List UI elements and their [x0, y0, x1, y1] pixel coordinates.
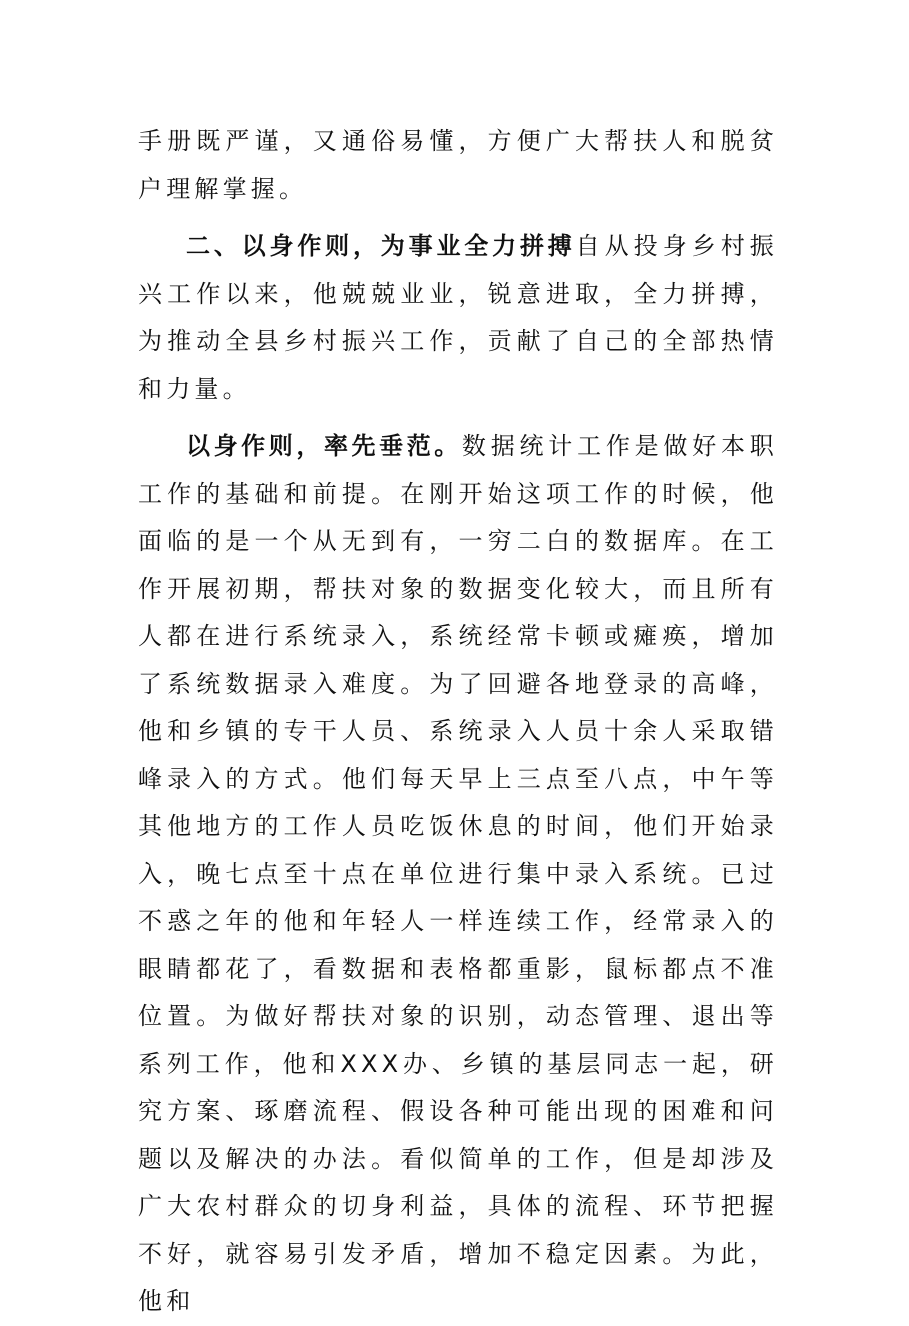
subsection-heading: 以身作则，率先垂范。	[186, 432, 462, 460]
document-body	[138, 118, 778, 1326]
paragraph-text: 手册既严谨，又通俗易懂，方便广大帮扶人和脱贫户理解掌握。	[138, 127, 778, 203]
paragraph-text: 自从投身乡村振兴工作以来，他兢兢业业，锐意进取，全力拼搏，为推动全县乡村振兴工作，贡献了自己的全部热情和力量。	[138, 232, 779, 403]
paragraph-text: 数据统计工作是做好本职工作的基础和前提。在刚开始这项工作的时候，他面临的是一个从无到有，一穷二白的数据库。在工作开展初期，帮扶对象的数据变化较大，而且所有人都在进行系统录入，系统经常卡顿或瘫痪，增加了系统数据录入难度。为了回避各地登录的高峰，他和乡镇的专干人员、系统录入人员十余人采取错峰录入的方式。他们每天早上三点至八点，中午等其他地方的工作人员吃饭休息的时间，他们开始录入，晚七点至十点在单位进行集中录入系统。已过不惑之年的他和年轻人一样连续工作，经常录入的眼睛都花了，看数据和表格都重影，鼠标都点不准位置。为做好帮扶对象的识别，动态管理、退出等系列工作，他和XXX办、乡镇的基层同志一起，研究方案、琢磨流程、假设各种可能出现的困难和问题以及解决的办法。看似简单的工作，但是却涉及广大农村群众的切身利益，具体的流程、环节把握不好，就容易引发矛盾，增加不稳定因素。为此，他和	[138, 432, 779, 1315]
paragraph-section-two	[138, 223, 778, 413]
section-heading: 二、以身作则，为事业全力拼搏	[186, 232, 576, 260]
paragraph-lead-by-example	[138, 423, 778, 1326]
paragraph-continuation	[138, 118, 778, 213]
